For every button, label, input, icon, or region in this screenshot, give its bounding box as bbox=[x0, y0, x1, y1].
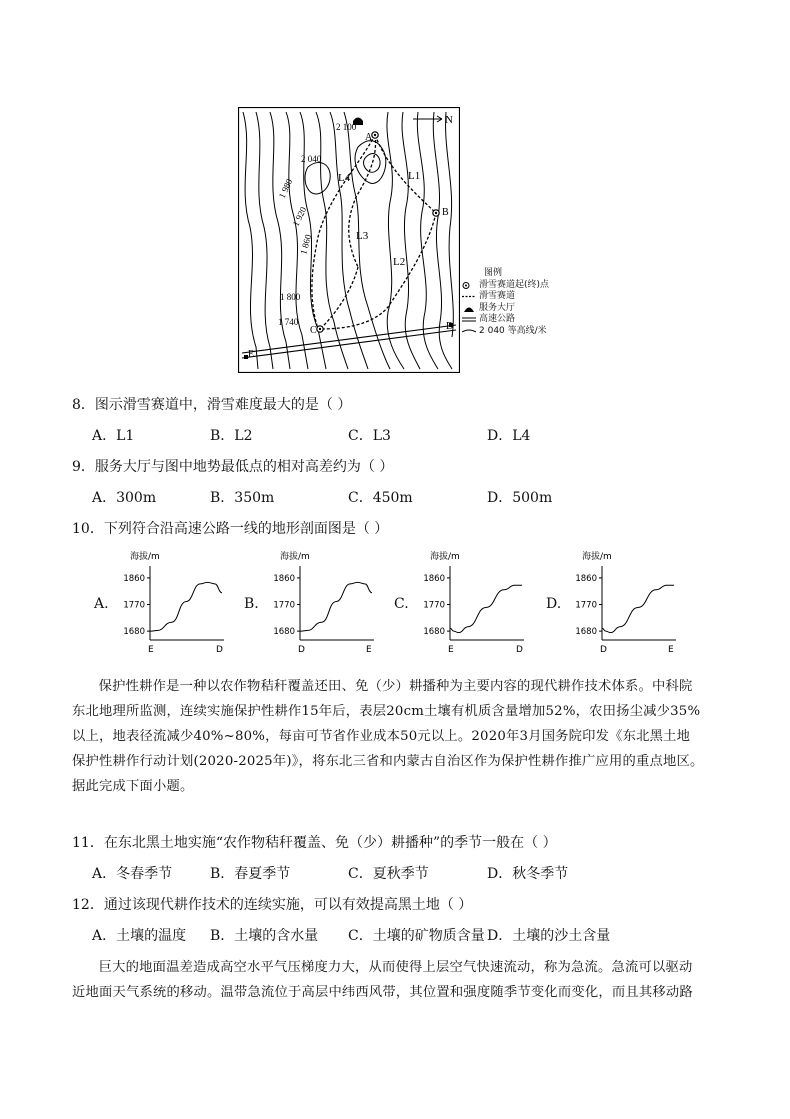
question-9-stem: 9．服务大厅与图中地势最低点的相对高差约为（ ） bbox=[72, 459, 394, 475]
q9-option-c[interactable]: C．450m bbox=[348, 490, 413, 506]
elevation-label: 1 800 bbox=[280, 292, 301, 302]
x-start-label: E bbox=[448, 645, 454, 655]
passage-line: 近地面天气系统的移动。温带急流位于高层中纬西风带，其位置和强度随季节变化而变化，而且其移动路 bbox=[72, 985, 693, 1000]
route-l1-label: L1 bbox=[408, 170, 421, 182]
dashed-line-icon bbox=[462, 292, 476, 301]
point-d-label: D bbox=[446, 321, 454, 332]
route-l4-label: L4 bbox=[338, 172, 351, 184]
elevation-label: 2 040 bbox=[301, 154, 322, 164]
profile-chart-b[interactable] bbox=[264, 548, 376, 658]
y-tick-label: 1860 bbox=[123, 573, 145, 584]
north-label: N bbox=[445, 114, 453, 126]
passage-line: 保护性耕作是一种以农作物秸秆覆盖还田、免（少）耕播种为主要内容的现代耕作技术体系。中科院 bbox=[98, 679, 693, 694]
y-tick-label: 1680 bbox=[575, 627, 597, 638]
elevation-label: 2 100 bbox=[336, 122, 357, 132]
elevation-label: 1 980 bbox=[276, 177, 295, 200]
passage-conservation-tillage bbox=[72, 674, 722, 799]
y-tick-label: 1770 bbox=[123, 600, 145, 611]
y-axis-label: 海拔/m bbox=[430, 552, 460, 562]
y-tick-label: 1860 bbox=[273, 573, 295, 584]
route-l2-label: L2 bbox=[393, 256, 406, 268]
question-12-stem: 12．通过该现代耕作技术的连续实施，可以有效提高黑土地（ ） bbox=[72, 897, 473, 913]
y-tick-label: 1770 bbox=[423, 600, 445, 611]
q10-option-a-label[interactable]: A. bbox=[94, 596, 109, 612]
route-l3-label: L3 bbox=[356, 230, 369, 242]
q12-option-d[interactable]: D．土壤的沙土含量 bbox=[487, 928, 611, 944]
legend-item: 服务大厅 bbox=[479, 302, 516, 313]
y-tick-label: 1770 bbox=[575, 600, 597, 611]
point-b-label: B bbox=[442, 207, 449, 218]
q8-option-a[interactable]: A．L1 bbox=[92, 428, 135, 444]
x-end-label: E bbox=[668, 645, 674, 655]
passage-line: 东北地理所监测，连续实施保护性耕作15年后，表层20cm土壤有机质含量增加52%，农田扬尘减少35% bbox=[72, 704, 701, 719]
x-start-label: D bbox=[298, 645, 305, 655]
q8-option-d[interactable]: D．L4 bbox=[487, 428, 531, 444]
q9-option-d[interactable]: D．500m bbox=[487, 490, 553, 506]
legend-title: 图例 bbox=[484, 268, 503, 278]
elevation-label: 1 740 bbox=[278, 317, 299, 327]
passage-line: 以上，地表径流减少40%~80%，每亩可节省作业成本50元以上。2020年3月国务院印发《东北黑土地 bbox=[72, 729, 691, 744]
y-tick-label: 1680 bbox=[123, 627, 145, 638]
y-tick-label: 1770 bbox=[273, 600, 295, 611]
x-start-label: D bbox=[600, 645, 607, 655]
legend-item: 滑雪赛道 bbox=[479, 291, 516, 301]
service-hall-icon bbox=[462, 304, 476, 313]
x-end-label: E bbox=[366, 645, 372, 655]
q11-option-b[interactable]: B．春夏季节 bbox=[210, 866, 291, 882]
question-8-stem: 8．图示滑雪赛道中，滑雪难度最大的是（ ） bbox=[72, 397, 352, 413]
passage-line: 巨大的地面温差造成高空水平气压梯度力大，从而使得上层空气快速流动，称为急流。急流可以驱动 bbox=[98, 960, 693, 975]
q10-option-c-label[interactable]: C. bbox=[394, 596, 409, 612]
q8-option-c[interactable]: C．L3 bbox=[348, 428, 391, 444]
profile-line bbox=[300, 582, 372, 631]
q10-option-d-label[interactable]: D. bbox=[546, 596, 562, 612]
question-10-stem: 10．下列符合沿高速公路一线的地形剖面图是（ ） bbox=[72, 521, 389, 537]
q12-option-a[interactable]: A．土壤的温度 bbox=[92, 928, 187, 944]
point-e-label: E bbox=[248, 349, 255, 360]
q12-option-b[interactable]: B．土壤的含水量 bbox=[210, 928, 319, 944]
station-point-icon bbox=[462, 281, 476, 290]
y-tick-label: 1680 bbox=[273, 627, 295, 638]
profile-chart-c[interactable] bbox=[414, 548, 526, 658]
legend-item: 高速公路 bbox=[479, 314, 516, 324]
y-axis-label: 海拔/m bbox=[130, 552, 160, 562]
q12-option-c[interactable]: C．土壤的矿物质含量 bbox=[348, 928, 485, 944]
question-11-stem: 11．在东北黑土地实施“农作物秸秆覆盖、免（少）耕播种”的季节一般在（ ） bbox=[72, 835, 557, 851]
topographic-map bbox=[238, 107, 460, 373]
profile-chart-a[interactable] bbox=[114, 548, 226, 658]
map-legend bbox=[462, 268, 549, 337]
elevation-label: 1 920 bbox=[290, 205, 309, 228]
profile-line bbox=[450, 585, 522, 632]
y-axis-label: 海拔/m bbox=[582, 552, 612, 562]
x-start-label: E bbox=[148, 645, 154, 655]
x-end-label: D bbox=[516, 645, 523, 655]
y-axis-label: 海拔/m bbox=[280, 552, 310, 562]
legend-item: 滑雪赛道起(终)点 bbox=[479, 279, 550, 290]
highway-icon bbox=[462, 315, 476, 324]
legend-item: 2 040 等高线/米 bbox=[479, 325, 547, 336]
q11-option-d[interactable]: D．秋冬季节 bbox=[487, 866, 569, 882]
point-a-label: A bbox=[365, 132, 373, 143]
passage-jet-stream bbox=[72, 955, 722, 1005]
passage-line: 保护性耕作行动计划(2020-2025年)》，将东北三省和内蒙古自治区作为保护性耕作推广应用的重点地区。 bbox=[72, 754, 704, 769]
passage-line: 据此完成下面小题。 bbox=[72, 779, 194, 794]
profile-line bbox=[602, 585, 674, 632]
contour-line-icon bbox=[462, 327, 476, 336]
x-end-label: D bbox=[216, 645, 223, 655]
q8-option-b[interactable]: B．L2 bbox=[210, 428, 253, 444]
profile-chart-d[interactable] bbox=[566, 548, 678, 658]
elevation-label: 1 860 bbox=[298, 233, 314, 256]
y-tick-label: 1860 bbox=[423, 573, 445, 584]
y-tick-label: 1860 bbox=[575, 573, 597, 584]
y-tick-label: 1680 bbox=[423, 627, 445, 638]
point-c-label: C bbox=[310, 325, 317, 336]
q9-option-b[interactable]: B．350m bbox=[210, 490, 275, 506]
q11-option-c[interactable]: C．夏秋季节 bbox=[348, 866, 429, 882]
q9-option-a[interactable]: A．300m bbox=[92, 490, 157, 506]
q10-option-b-label[interactable]: B. bbox=[244, 596, 259, 612]
q11-option-a[interactable]: A．冬春季节 bbox=[92, 866, 173, 882]
profile-line bbox=[150, 582, 222, 631]
